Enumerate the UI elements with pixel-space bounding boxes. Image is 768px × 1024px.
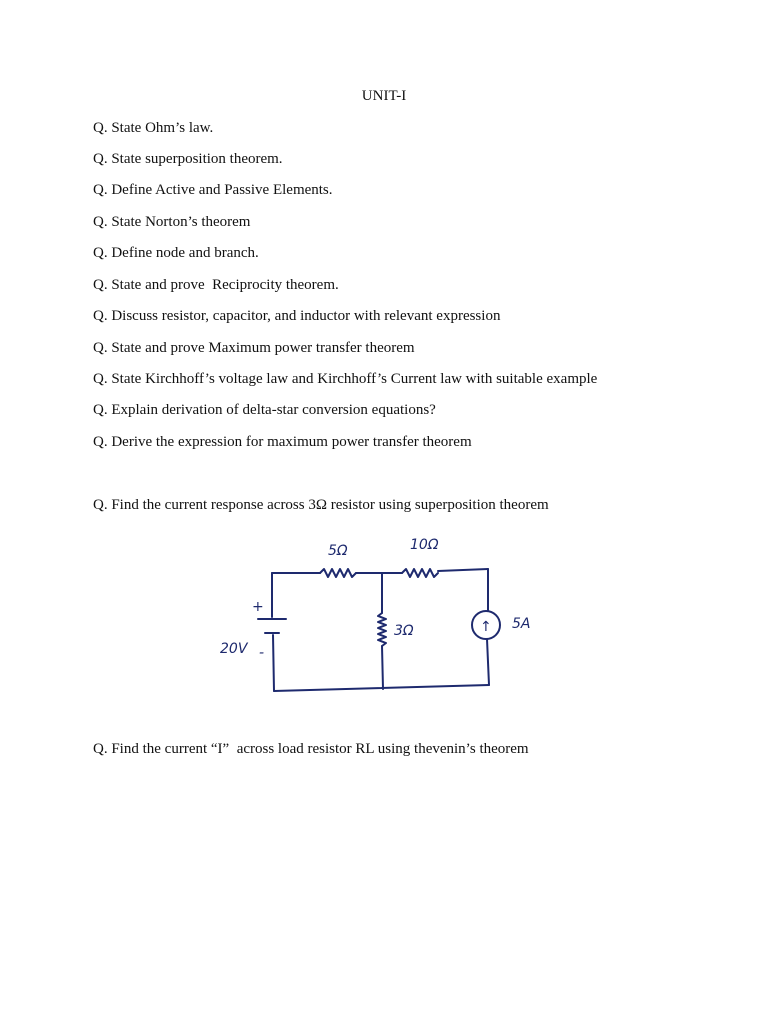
question-1: Q. State Ohm’s law.: [93, 120, 214, 136]
current-source-arrow-icon: ↑: [480, 619, 492, 635]
battery-plus-sign: +: [252, 599, 264, 615]
page-title: UNIT-I: [361, 88, 407, 104]
resistor-10-ohm: [402, 569, 438, 577]
question-10: Q. Explain derivation of delta-star conversion equations?: [93, 402, 436, 418]
question-7: Q. Discuss resistor, capacitor, and inductor with relevant expression: [93, 308, 501, 324]
wire-mid-lower: [382, 646, 383, 689]
wire-left-lower: [273, 635, 274, 691]
label-3-ohm: 3Ω: [394, 623, 414, 639]
question-12: Q. Find the current response across 3Ω resistor using superposition theorem: [93, 497, 549, 513]
question-8: Q. State and prove Maximum power transfer theorem: [93, 340, 415, 356]
label-20-volt: 20V: [220, 641, 248, 657]
wire-bottom: [274, 685, 489, 691]
circuit-diagram: [210, 525, 550, 705]
question-3: Q. Define Active and Passive Elements.: [93, 182, 333, 198]
question-13: Q. Find the current “I” across load resistor RL using thevenin’s theorem: [93, 741, 529, 757]
wire-top-right: [438, 569, 488, 571]
question-5: Q. Define node and branch.: [93, 245, 259, 261]
battery-minus-sign: -: [259, 645, 265, 661]
question-6: Q. State and prove Reciprocity theorem.: [93, 277, 339, 293]
resistor-5-ohm: [320, 569, 356, 577]
label-5-amp: 5A: [512, 616, 531, 632]
label-10-ohm: 10Ω: [410, 537, 439, 553]
question-2: Q. State superposition theorem.: [93, 151, 283, 167]
question-11: Q. Derive the expression for maximum power transfer theorem: [93, 434, 472, 450]
label-5-ohm: 5Ω: [328, 543, 348, 559]
question-4: Q. State Norton’s theorem: [93, 214, 251, 230]
question-9: Q. State Kirchhoff’s voltage law and Kirchhoff’s Current law with suitable example: [93, 371, 598, 387]
wire-right-lower: [487, 639, 489, 685]
resistor-3-ohm: [378, 613, 386, 646]
